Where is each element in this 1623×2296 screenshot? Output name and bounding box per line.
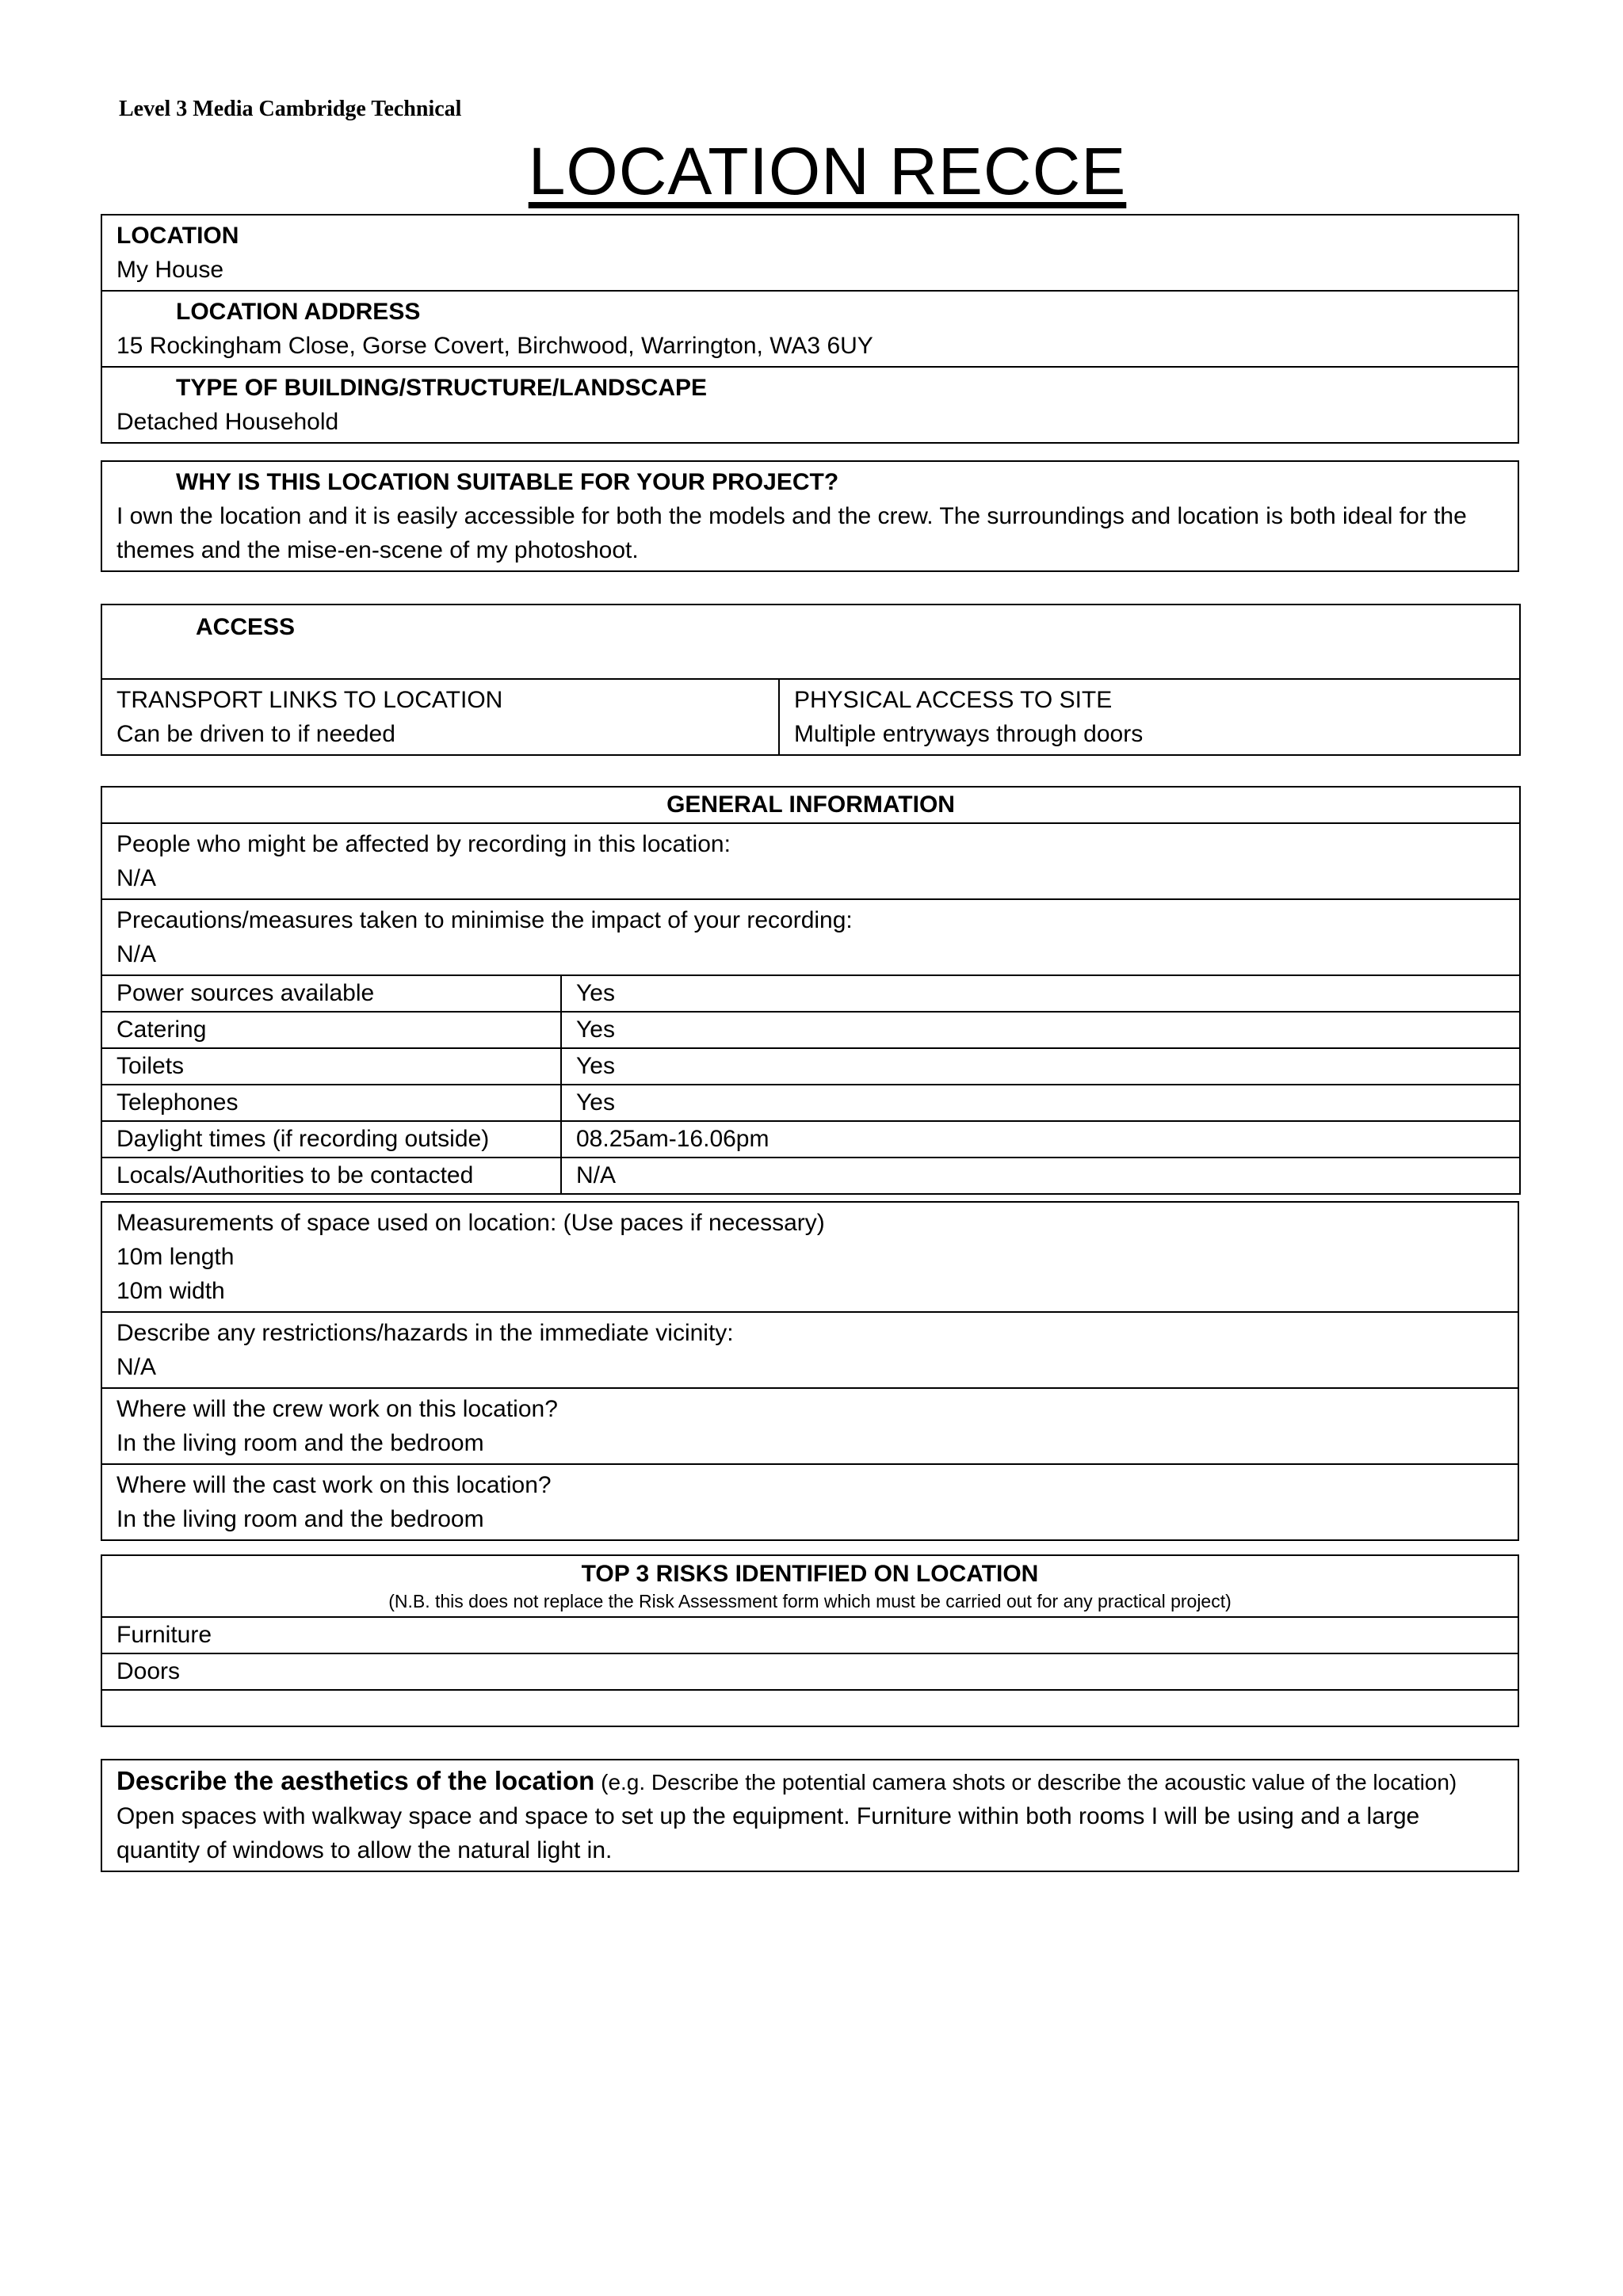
location-value: My House [116,257,224,283]
access-table [101,604,1521,756]
general-row-label: Toilets [101,1048,561,1085]
crew-cell [101,1388,1518,1464]
type-label: TYPE OF BUILDING/STRUCTURE/LANDSCAPE [176,375,708,401]
people-cell [101,823,1520,899]
aesthetics-hint: (e.g. Describe the potential camera shots or describe the acoustic value of the location) [594,1770,1457,1794]
suitability-value: I own the location and it is easily accessible for both the models and the crew. The surroundings and location is both ideal for the themes and the mise-en-scene of my photoshoot. [116,503,1467,563]
cast-cell [101,1464,1518,1540]
location-cell [101,215,1518,291]
general-row-label: Catering [101,1012,561,1048]
access-label: ACCESS [196,614,296,640]
measurements-label: Measurements of space used on location: (Use paces if necessary) [116,1210,825,1236]
general-row-label: Locals/Authorities to be contacted [101,1158,561,1194]
general-row-label: Telephones [101,1085,561,1121]
risks-header-cell [101,1555,1518,1617]
address-cell [101,291,1518,367]
general-row [101,975,1520,1012]
aesthetics-cell [101,1760,1518,1871]
type-value: Detached Household [116,409,339,435]
risks-title: TOP 3 RISKS IDENTIFIED ON LOCATION [581,1561,1039,1587]
general-row [101,1085,1520,1121]
transport-label: TRANSPORT LINKS TO LOCATION [116,687,503,713]
restrictions-value: N/A [116,1354,157,1380]
general-row-label: Daylight times (if recording outside) [101,1121,561,1158]
general-row [101,1012,1520,1048]
general-info-table [101,786,1521,1195]
page-title: LOCATION RECCE [528,134,1127,208]
general-row-value: Yes [561,1012,1520,1048]
people-label: People who might be affected by recording in this location: [116,831,731,857]
risk-item: Doors [101,1653,1518,1690]
restrictions-label: Describe any restrictions/hazards in the immediate vicinity: [116,1320,734,1346]
people-value: N/A [116,865,157,891]
access-header-cell [101,605,1520,679]
general-row [101,1048,1520,1085]
general-row [101,1158,1520,1194]
general-row-value: Yes [561,975,1520,1012]
location-table [101,214,1519,444]
general-row-value: Yes [561,1085,1520,1121]
transport-value: Can be driven to if needed [116,721,395,747]
risks-note: (N.B. this does not replace the Risk Assessment form which must be carried out for any practical project) [388,1591,1232,1611]
physical-access-label: PHYSICAL ACCESS TO SITE [794,687,1113,713]
cast-label: Where will the cast work on this location? [116,1472,552,1498]
general-row-value: N/A [561,1158,1520,1194]
measurements-length: 10m length [116,1244,235,1270]
aesthetics-label: Describe the aesthetics of the location [116,1766,595,1795]
risks-table [101,1554,1519,1727]
suitability-cell [101,461,1518,571]
suitability-label: WHY IS THIS LOCATION SUITABLE FOR YOUR PROJECT? [176,469,839,495]
aesthetics-value: Open spaces with walkway space and space to set up the equipment. Furniture within both rooms I will be using and a large quantity of windows to allow the natural light in. [116,1803,1420,1863]
type-cell [101,367,1518,443]
precautions-value: N/A [116,941,157,967]
transport-cell [101,679,779,755]
measurements-width: 10m width [116,1278,225,1304]
risk-item [101,1690,1518,1726]
precautions-label: Precautions/measures taken to minimise the impact of your recording: [116,907,853,933]
general-row-label: Power sources available [101,975,561,1012]
physical-access-cell [779,679,1520,755]
course-header: Level 3 Media Cambridge Technical [119,97,462,121]
space-table [101,1201,1519,1541]
location-label: LOCATION [116,223,239,249]
address-label: LOCATION ADDRESS [176,299,421,325]
cast-value: In the living room and the bedroom [116,1506,484,1532]
physical-access-value: Multiple entryways through doors [794,721,1144,747]
aesthetics-table [101,1759,1519,1872]
crew-value: In the living room and the bedroom [116,1430,484,1456]
general-info-title: GENERAL INFORMATION [101,787,1520,823]
measurements-cell [101,1202,1518,1312]
address-value: 15 Rockingham Close, Gorse Covert, Birchwood, Warrington, WA3 6UY [116,333,873,359]
general-row-value: Yes [561,1048,1520,1085]
risk-item: Furniture [101,1617,1518,1653]
restrictions-cell [101,1312,1518,1388]
precautions-cell [101,899,1520,975]
crew-label: Where will the crew work on this location? [116,1396,558,1422]
general-row [101,1121,1520,1158]
suitability-table [101,460,1519,572]
general-row-value: 08.25am-16.06pm [561,1121,1520,1158]
